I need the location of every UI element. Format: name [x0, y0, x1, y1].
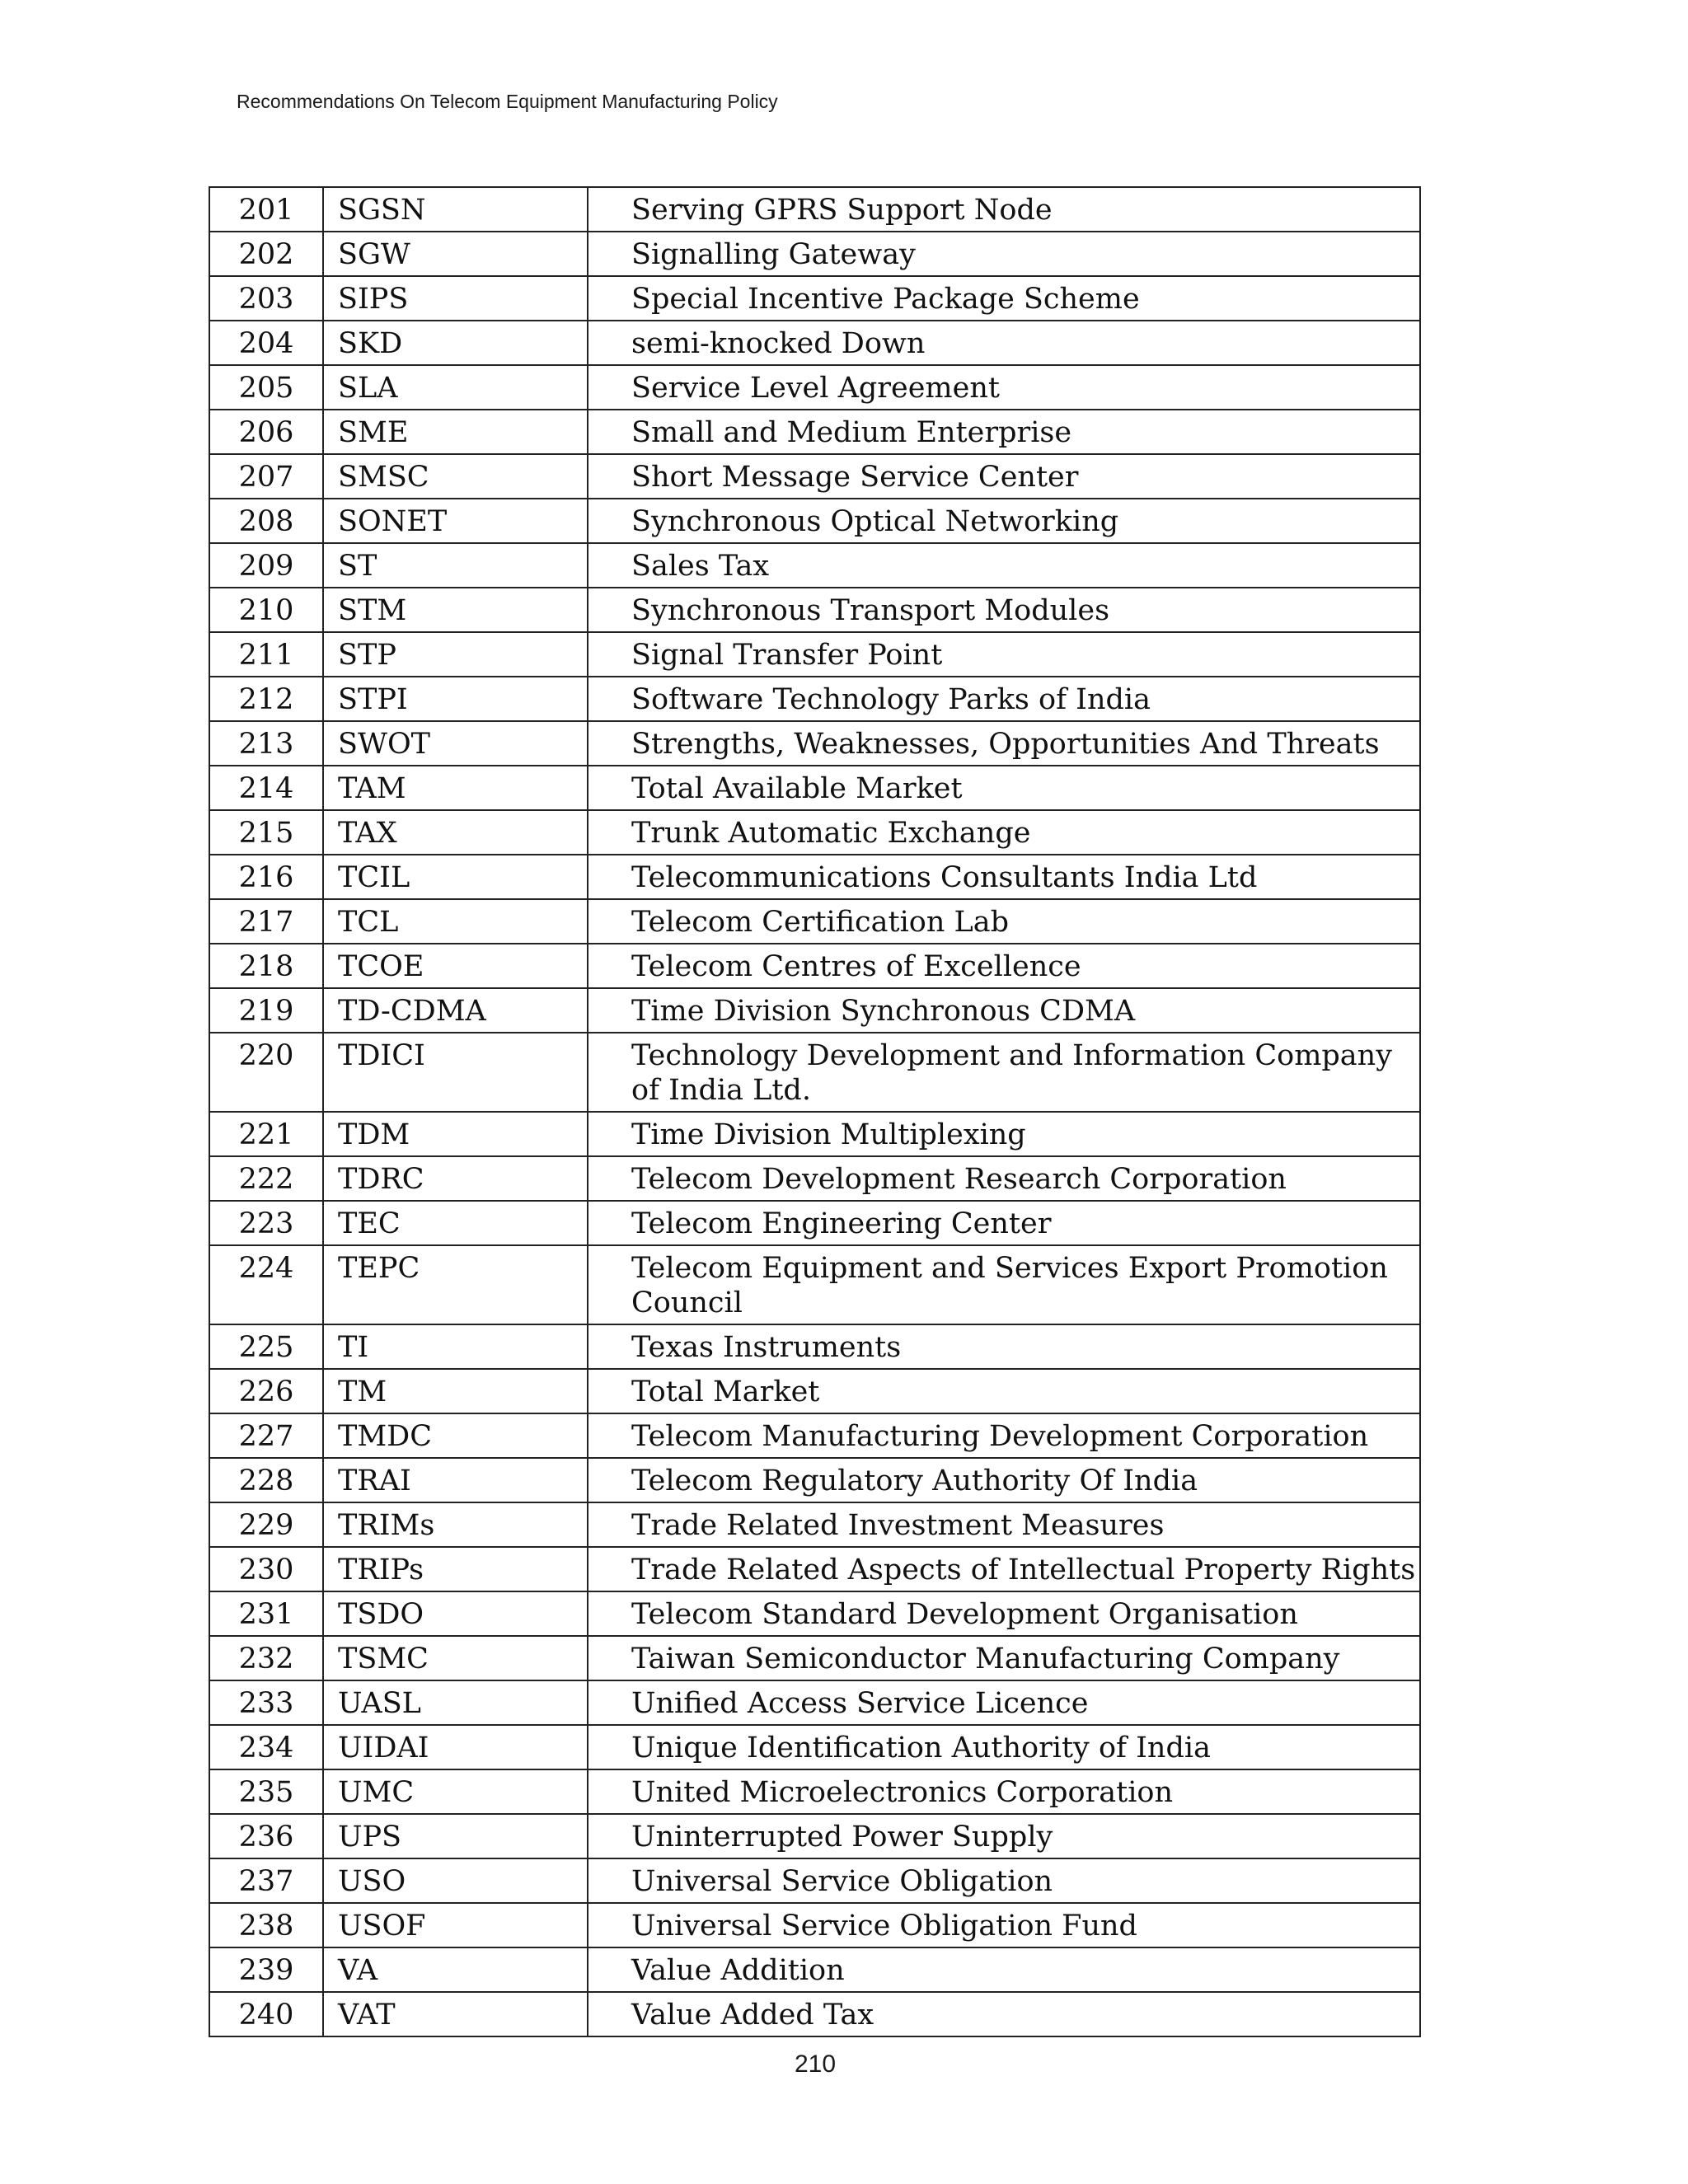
row-number-cell: 221	[209, 1112, 323, 1156]
row-number-cell: 230	[209, 1547, 323, 1591]
abbreviation-cell: ST	[323, 543, 588, 588]
description-cell: Total Available Market	[588, 766, 1420, 810]
row-number-cell: 211	[209, 632, 323, 677]
description-cell: Telecommunications Consultants India Ltd	[588, 855, 1420, 899]
description-cell: Trade Related Aspects of Intellectual Property Rights	[588, 1547, 1420, 1591]
row-number-cell: 214	[209, 766, 323, 810]
description-cell: Special Incentive Package Scheme	[588, 276, 1420, 321]
description-cell: Telecom Manufacturing Development Corporation	[588, 1413, 1420, 1458]
table-row	[209, 1858, 1420, 1903]
abbreviation-cell: STM	[323, 588, 588, 632]
row-number-cell: 203	[209, 276, 323, 321]
row-number-cell: 238	[209, 1903, 323, 1947]
description-cell: Taiwan Semiconductor Manufacturing Company	[588, 1636, 1420, 1680]
description-cell: Telecom Standard Development Organisation	[588, 1591, 1420, 1636]
row-number-cell: 217	[209, 899, 323, 944]
table-row	[209, 1112, 1420, 1156]
row-number-cell: 213	[209, 721, 323, 766]
table-row	[209, 410, 1420, 454]
abbreviation-cell: STP	[323, 632, 588, 677]
row-number-cell: 223	[209, 1201, 323, 1245]
row-number-cell: 204	[209, 321, 323, 365]
description-cell: Value Added Tax	[588, 1992, 1420, 2036]
description-cell: Telecom Certification Lab	[588, 899, 1420, 944]
table-row	[209, 766, 1420, 810]
abbreviation-cell: TRAI	[323, 1458, 588, 1502]
description-cell: Unique Identification Authority of India	[588, 1725, 1420, 1769]
description-cell: Value Addition	[588, 1947, 1420, 1992]
description-cell: Software Technology Parks of India	[588, 677, 1420, 721]
abbreviation-cell: UASL	[323, 1680, 588, 1725]
description-cell: Sales Tax	[588, 543, 1420, 588]
table-row	[209, 1324, 1420, 1369]
table-row	[209, 1591, 1420, 1636]
table-row	[209, 588, 1420, 632]
row-number-cell: 237	[209, 1858, 323, 1903]
description-cell: Time Division Multiplexing	[588, 1112, 1420, 1156]
abbreviation-cell: SKD	[323, 321, 588, 365]
abbreviations-table-body	[209, 187, 1420, 2036]
row-number-cell: 224	[209, 1245, 323, 1324]
table-row	[209, 1201, 1420, 1245]
abbreviation-cell: TDM	[323, 1112, 588, 1156]
table-row	[209, 365, 1420, 410]
abbreviation-cell: TRIPs	[323, 1547, 588, 1591]
abbreviation-cell: TCIL	[323, 855, 588, 899]
row-number-cell: 212	[209, 677, 323, 721]
row-number-cell: 216	[209, 855, 323, 899]
description-cell: Signalling Gateway	[588, 232, 1420, 276]
table-row	[209, 1413, 1420, 1458]
description-cell: Synchronous Transport Modules	[588, 588, 1420, 632]
table-row	[209, 454, 1420, 499]
abbreviation-cell: UIDAI	[323, 1725, 588, 1769]
abbreviation-cell: TMDC	[323, 1413, 588, 1458]
row-number-cell: 207	[209, 454, 323, 499]
table-row	[209, 276, 1420, 321]
table-row	[209, 988, 1420, 1033]
abbreviation-cell: VA	[323, 1947, 588, 1992]
table-row	[209, 1769, 1420, 1814]
table-row	[209, 187, 1420, 232]
table-row	[209, 1814, 1420, 1858]
description-cell: Signal Transfer Point	[588, 632, 1420, 677]
description-cell: Trade Related Investment Measures	[588, 1502, 1420, 1547]
description-cell: Short Message Service Center	[588, 454, 1420, 499]
row-number-cell: 233	[209, 1680, 323, 1725]
description-cell: Telecom Regulatory Authority Of India	[588, 1458, 1420, 1502]
abbreviation-cell: SME	[323, 410, 588, 454]
table-row	[209, 499, 1420, 543]
row-number-cell: 240	[209, 1992, 323, 2036]
abbreviation-cell: SGSN	[323, 187, 588, 232]
table-row	[209, 1992, 1420, 2036]
description-cell: Time Division Synchronous CDMA	[588, 988, 1420, 1033]
table-row	[209, 543, 1420, 588]
row-number-cell: 239	[209, 1947, 323, 1992]
table-row	[209, 1369, 1420, 1413]
table-row	[209, 1033, 1420, 1112]
row-number-cell: 209	[209, 543, 323, 588]
row-number-cell: 202	[209, 232, 323, 276]
row-number-cell: 229	[209, 1502, 323, 1547]
abbreviation-cell: TI	[323, 1324, 588, 1369]
abbreviation-cell: STPI	[323, 677, 588, 721]
abbreviation-cell: SLA	[323, 365, 588, 410]
abbreviation-cell: USOF	[323, 1903, 588, 1947]
table-row	[209, 1502, 1420, 1547]
description-cell: United Microelectronics Corporation	[588, 1769, 1420, 1814]
abbreviation-cell: TDRC	[323, 1156, 588, 1201]
table-row	[209, 1458, 1420, 1502]
row-number-cell: 234	[209, 1725, 323, 1769]
row-number-cell: 220	[209, 1033, 323, 1112]
description-cell: Total Market	[588, 1369, 1420, 1413]
description-cell: Trunk Automatic Exchange	[588, 810, 1420, 855]
abbreviation-cell: TDICI	[323, 1033, 588, 1112]
abbreviation-cell: TCOE	[323, 944, 588, 988]
row-number-cell: 226	[209, 1369, 323, 1413]
abbreviation-cell: TAX	[323, 810, 588, 855]
abbreviation-cell: SIPS	[323, 276, 588, 321]
row-number-cell: 231	[209, 1591, 323, 1636]
table-row	[209, 321, 1420, 365]
abbreviation-cell: SWOT	[323, 721, 588, 766]
abbreviation-cell: TEC	[323, 1201, 588, 1245]
abbreviation-cell: TM	[323, 1369, 588, 1413]
description-cell: Service Level Agreement	[588, 365, 1420, 410]
table-row	[209, 1245, 1420, 1324]
table-row	[209, 1636, 1420, 1680]
abbreviation-cell: UMC	[323, 1769, 588, 1814]
description-cell: Unified Access Service Licence	[588, 1680, 1420, 1725]
abbreviation-cell: SONET	[323, 499, 588, 543]
description-cell: Universal Service Obligation	[588, 1858, 1420, 1903]
abbreviation-cell: TEPC	[323, 1245, 588, 1324]
table-row	[209, 1156, 1420, 1201]
description-cell: Telecom Equipment and Services Export Promotion Council	[588, 1245, 1420, 1324]
description-cell: Small and Medium Enterprise	[588, 410, 1420, 454]
row-number-cell: 218	[209, 944, 323, 988]
row-number-cell: 228	[209, 1458, 323, 1502]
abbreviation-cell: USO	[323, 1858, 588, 1903]
row-number-cell: 210	[209, 588, 323, 632]
description-cell: Strengths, Weaknesses, Opportunities And Threats	[588, 721, 1420, 766]
abbreviation-cell: VAT	[323, 1992, 588, 2036]
table-row	[209, 899, 1420, 944]
table-row	[209, 632, 1420, 677]
description-cell: Universal Service Obligation Fund	[588, 1903, 1420, 1947]
table-row	[209, 232, 1420, 276]
table-row	[209, 1547, 1420, 1591]
table-row	[209, 1680, 1420, 1725]
description-cell: Synchronous Optical Networking	[588, 499, 1420, 543]
description-cell: Texas Instruments	[588, 1324, 1420, 1369]
abbreviation-cell: TCL	[323, 899, 588, 944]
description-cell: Uninterrupted Power Supply	[588, 1814, 1420, 1858]
row-number-cell: 219	[209, 988, 323, 1033]
description-cell: Serving GPRS Support Node	[588, 187, 1420, 232]
abbreviation-cell: TD-CDMA	[323, 988, 588, 1033]
abbreviation-cell: TSMC	[323, 1636, 588, 1680]
row-number-cell: 222	[209, 1156, 323, 1201]
row-number-cell: 225	[209, 1324, 323, 1369]
table-row	[209, 721, 1420, 766]
row-number-cell: 208	[209, 499, 323, 543]
row-number-cell: 235	[209, 1769, 323, 1814]
row-number-cell: 215	[209, 810, 323, 855]
table-row	[209, 810, 1420, 855]
table-row	[209, 1725, 1420, 1769]
row-number-cell: 232	[209, 1636, 323, 1680]
table-row	[209, 1903, 1420, 1947]
abbreviation-cell: TSDO	[323, 1591, 588, 1636]
abbreviation-cell: UPS	[323, 1814, 588, 1858]
row-number-cell: 201	[209, 187, 323, 232]
table-row	[209, 944, 1420, 988]
abbreviation-cell: TAM	[323, 766, 588, 810]
page-number: 210	[794, 2050, 837, 2078]
page-header-title: Recommendations On Telecom Equipment Manufacturing Policy	[237, 91, 778, 112]
row-number-cell: 206	[209, 410, 323, 454]
description-cell: Technology Development and Information Company of India Ltd.	[588, 1033, 1420, 1112]
description-cell: Telecom Development Research Corporation	[588, 1156, 1420, 1201]
description-cell: semi-knocked Down	[588, 321, 1420, 365]
abbreviations-table	[209, 186, 1421, 2037]
abbreviation-cell: TRIMs	[323, 1502, 588, 1547]
row-number-cell: 227	[209, 1413, 323, 1458]
row-number-cell: 205	[209, 365, 323, 410]
row-number-cell: 236	[209, 1814, 323, 1858]
description-cell: Telecom Engineering Center	[588, 1201, 1420, 1245]
description-cell: Telecom Centres of Excellence	[588, 944, 1420, 988]
table-row	[209, 855, 1420, 899]
abbreviation-cell: SMSC	[323, 454, 588, 499]
table-row	[209, 1947, 1420, 1992]
table-row	[209, 677, 1420, 721]
abbreviation-cell: SGW	[323, 232, 588, 276]
